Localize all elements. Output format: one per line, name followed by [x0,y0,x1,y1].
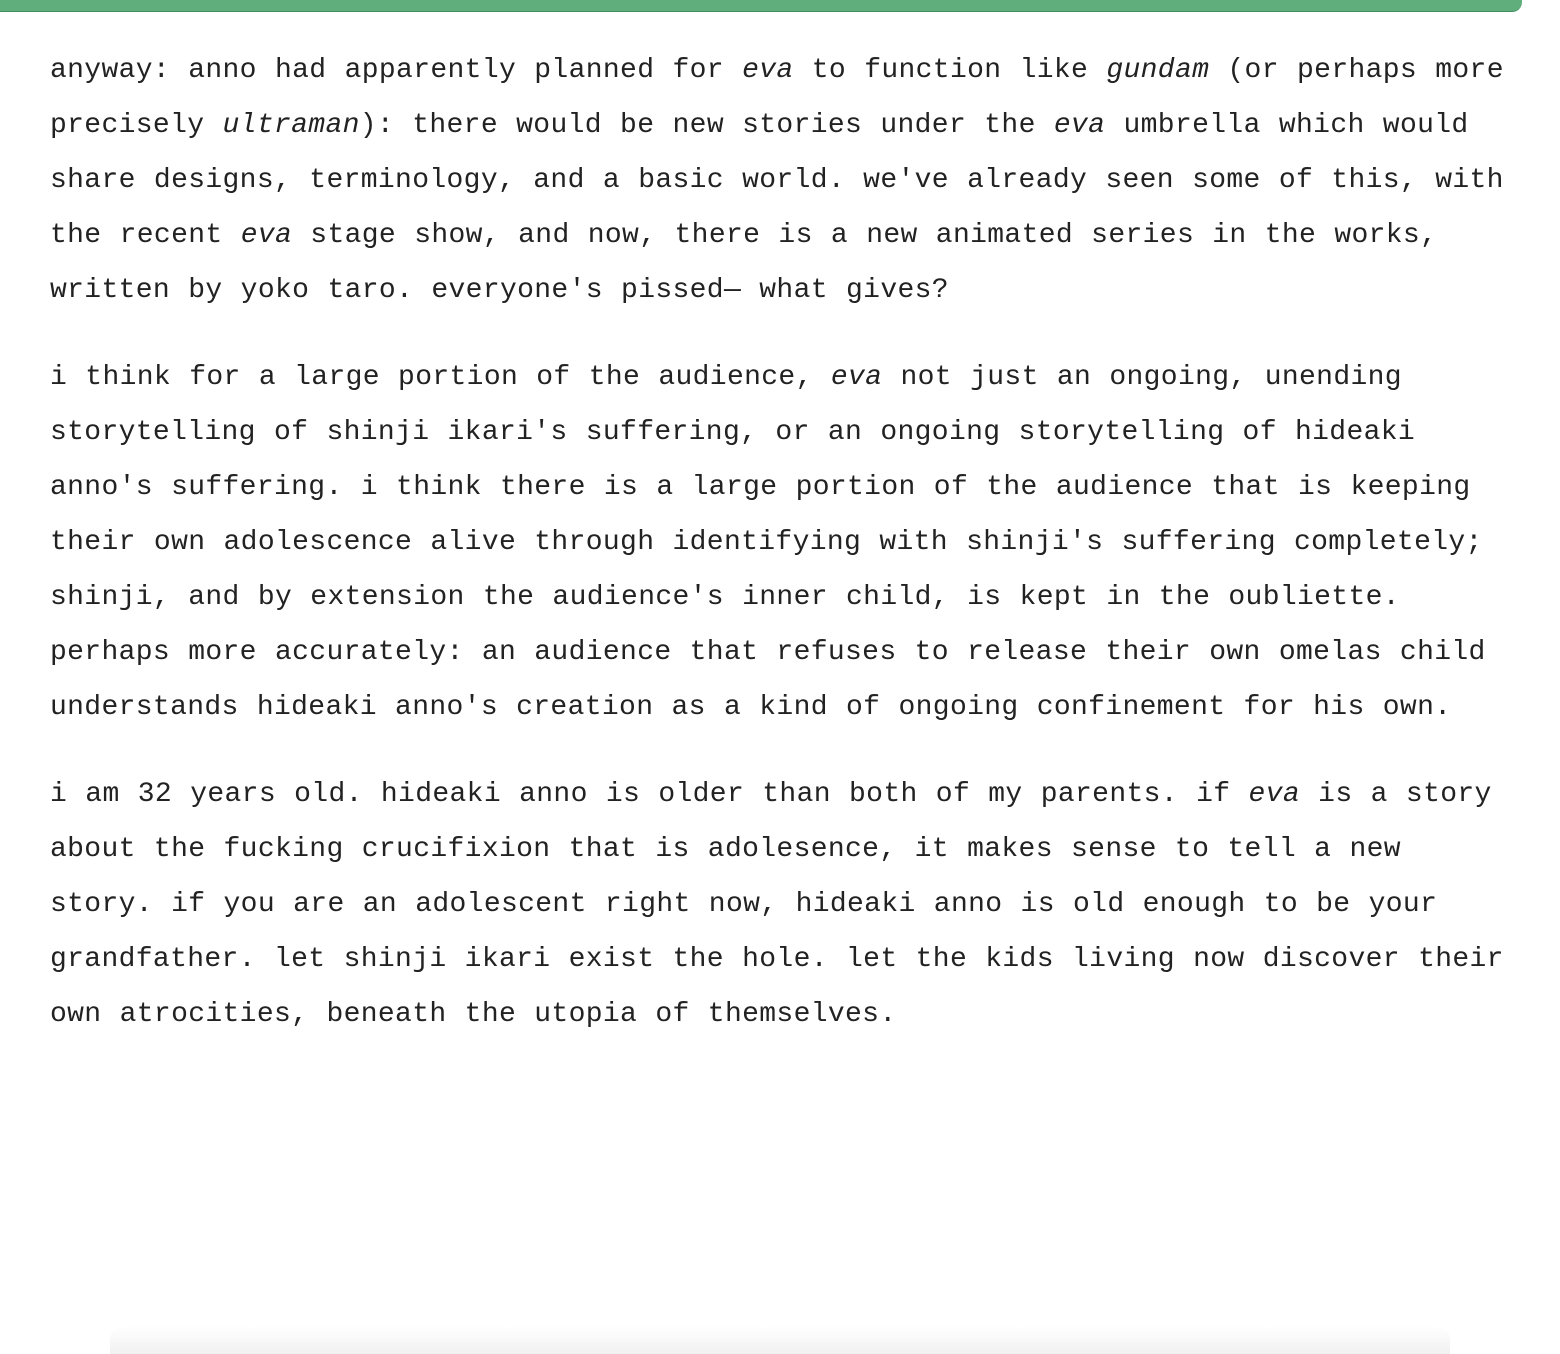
paragraph-1-italic-4: eva [1053,110,1106,141]
paragraph-1-italic-3: ultraman [222,110,360,141]
paragraph-2-text-1: i think for a large portion of the audience, [50,362,831,393]
paragraph-2-italic-1: eva [830,362,883,393]
post-body [50,43,1510,1074]
paragraph-2-text-2: not just an ongoing, unending storytelling of shinji ikari's suffering, or an ongoing storytelling of hideaki anno's suffering. i think there is a large portion of the audience that is keeping their own adolescence alive through identifying with shinji's suffering completely; shinji, and by extension the audience's inner child, is kept in the oubliette. perhaps more accurately: an audience that refuses to release their own omelas child understands hideaki anno's creation as a kind of ongoing confinement for his own. [50,362,1486,723]
paragraph-1-text-3: (or perhaps more precisely [50,55,1504,141]
paragraph-1-text-6: stage show, and now, there is a new animated series in the works, written by yoko taro. everyone's pissed— what gives? [50,220,1438,306]
paragraph-1-italic-1: eva [742,55,794,86]
paragraph-3-text-1: i am 32 years old. hideaki anno is older than both of my parents. if [50,779,1249,810]
paragraph-1 [50,43,1510,318]
paragraph-3 [50,767,1510,1042]
paragraph-2 [50,350,1510,735]
paragraph-1-italic-2: gundam [1106,55,1210,86]
paragraph-1-text-1: anyway: anno had apparently planned for [50,55,743,86]
bottom-card-shadow [110,1326,1450,1354]
paragraph-1-text-5: umbrella which would share designs, terminology, and a basic world. we've already seen some of this, with the recent [50,110,1504,251]
paragraph-1-text-4: ): there would be new stories under the [359,110,1054,141]
paragraph-3-text-2: is a story about the fucking crucifixion that is adolesence, it makes sense to tell a new story. if you are an adolescent right now, hideaki anno is old enough to be your grandfather. let shinji ikari exist the hole. let the kids living now discover their own atrocities, beneath the utopia of themselves. [50,779,1504,1030]
top-accent-bar [0,0,1522,12]
paragraph-1-italic-5: eva [240,220,293,251]
paragraph-1-text-2: to function like [793,55,1107,86]
paragraph-3-italic-1: eva [1248,779,1301,810]
